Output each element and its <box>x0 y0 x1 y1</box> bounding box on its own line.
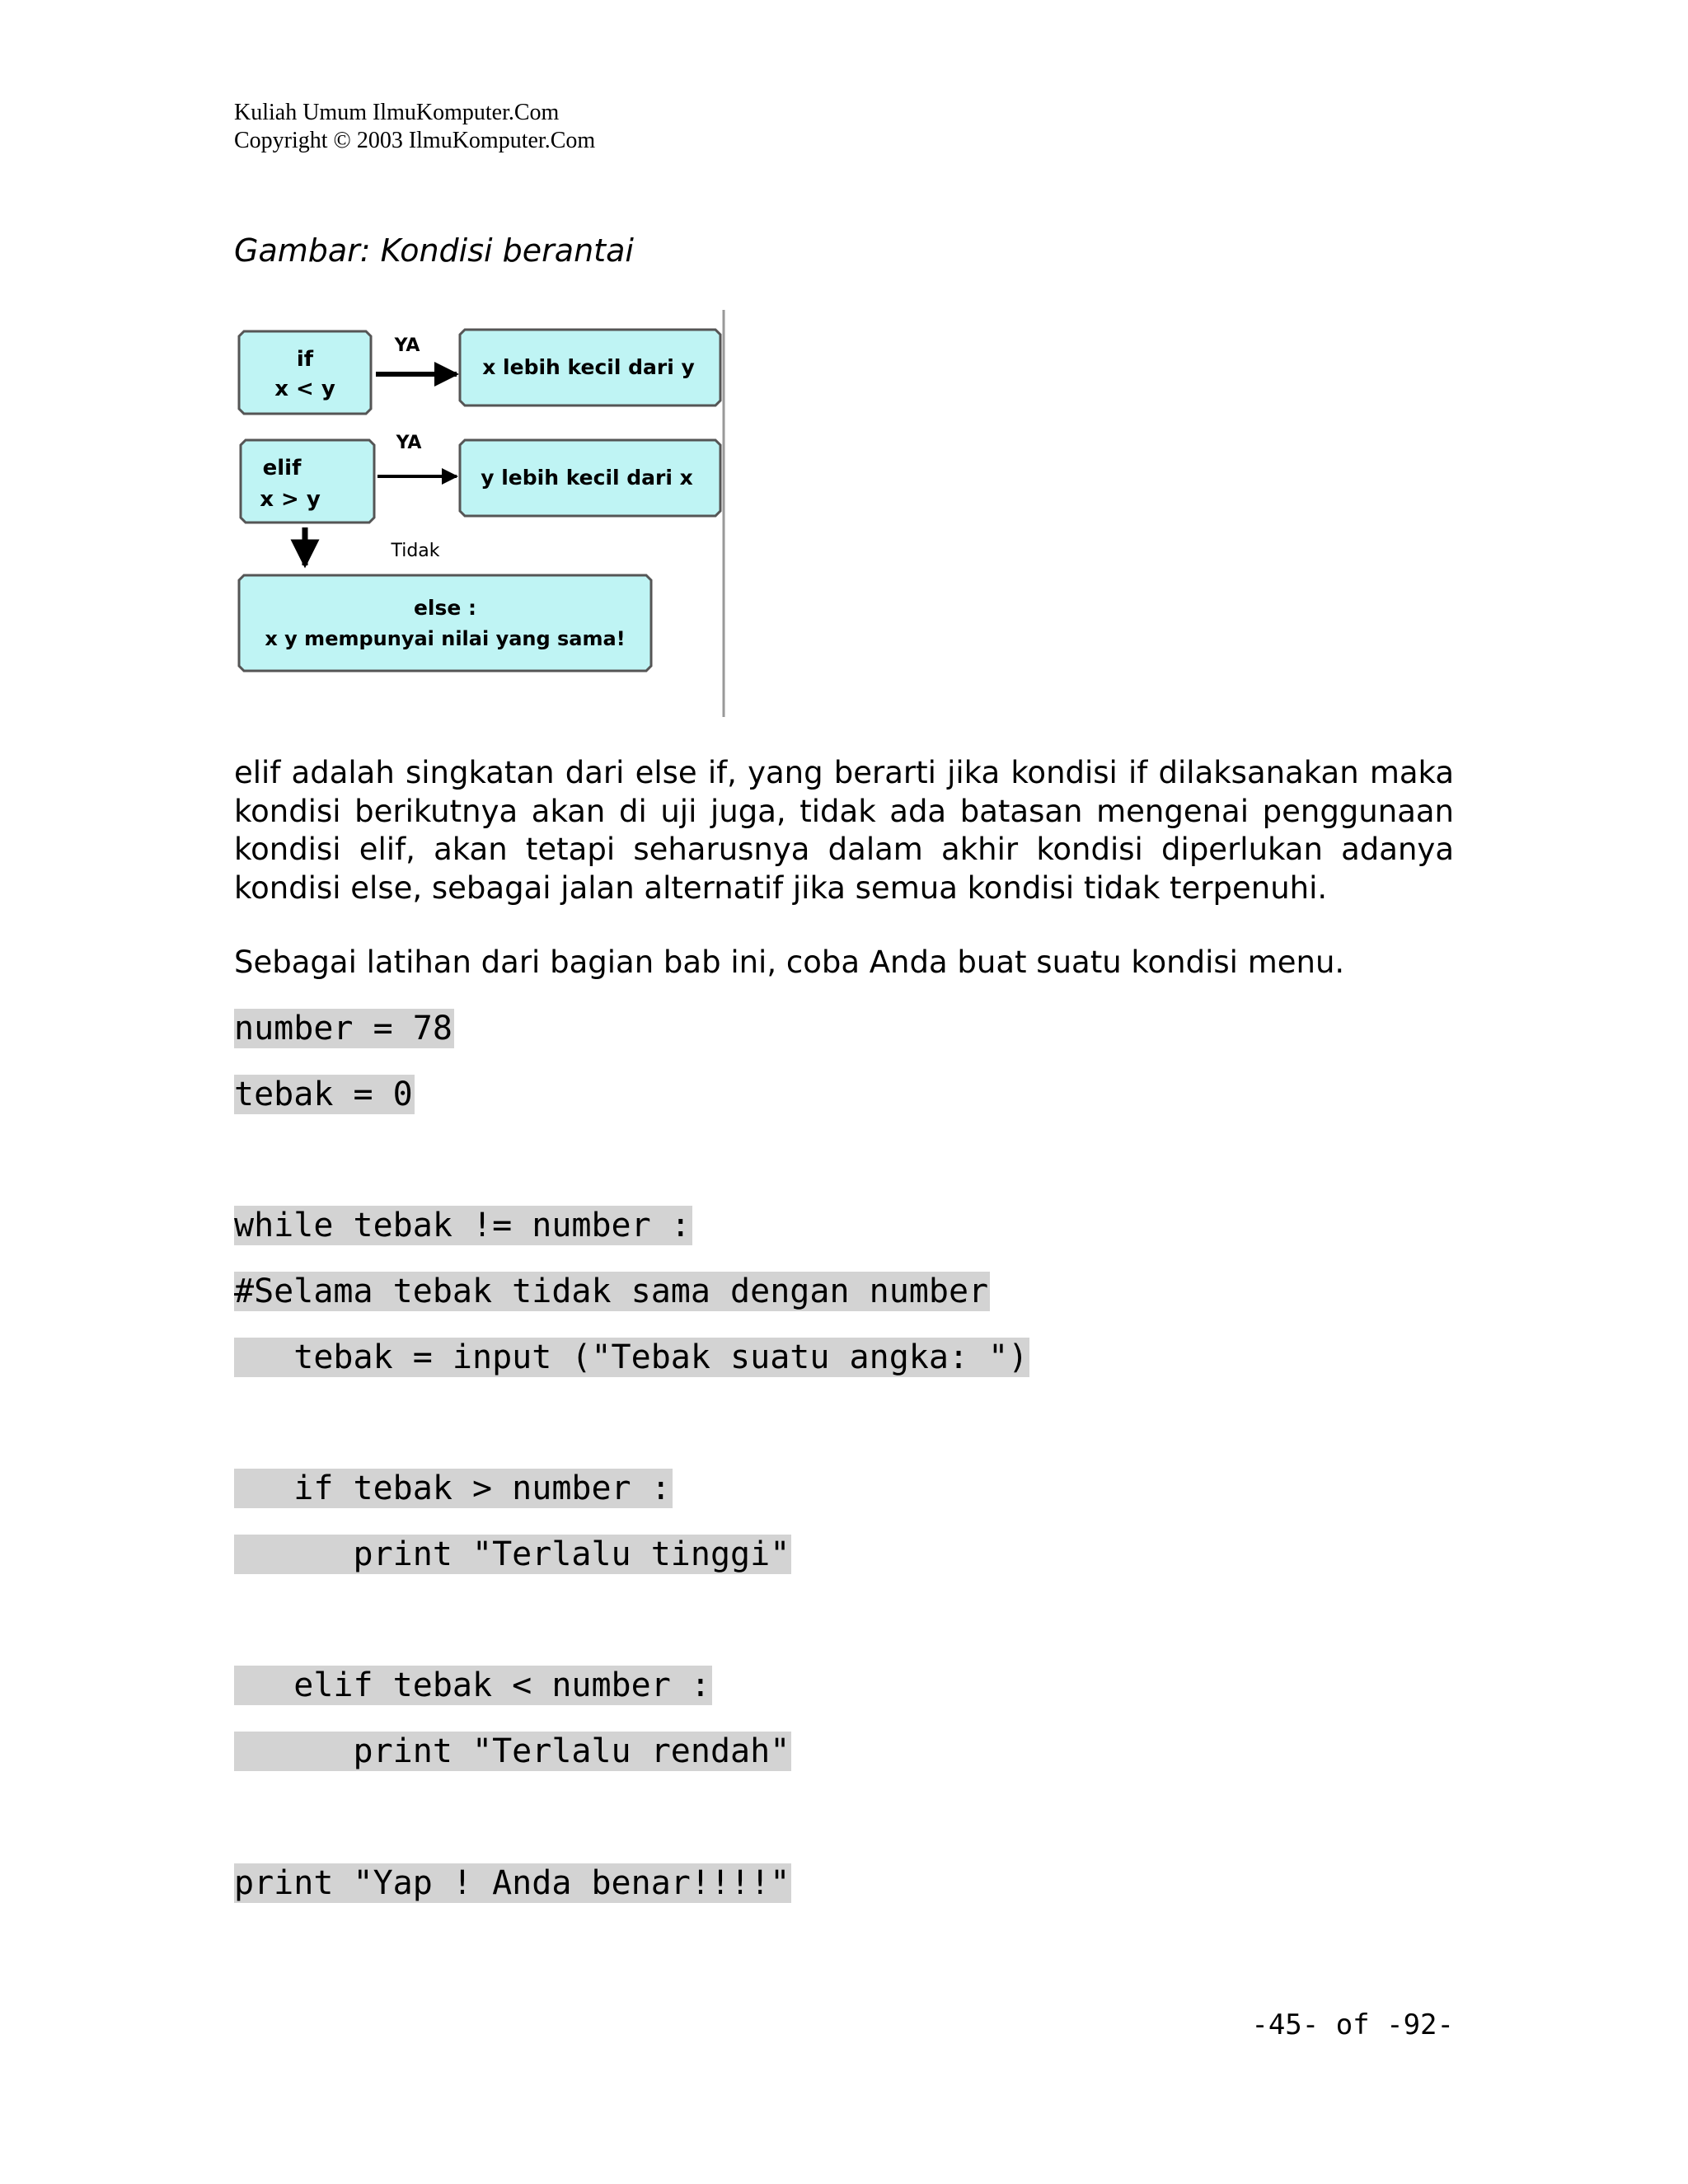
arrow-2-yes-label: YA <box>396 433 422 453</box>
body-paragraph-elif: elif adalah singkatan dari else if, yang berarti jika kondisi if dilaksanakan maka kondisi berikutnya akan di uji juga, tidak ada batasan mengenai penggunaan kondisi elif, akan tetapi seharusnya dalam akhir kondisi diperlukan adanya kondisi else, sebagai jalan alternatif jika semua kondisi tidak terpenuhi. <box>234 755 1454 906</box>
flowchart-diagram <box>234 307 737 719</box>
page-header <box>234 99 595 155</box>
code-line: print "Yap ! Anda benar!!!!" <box>234 1864 790 1902</box>
result-1-text: x lebih kecil dari y <box>482 355 695 379</box>
header-line-2: Copyright © 2003 IlmuKomputer.Com <box>234 128 596 153</box>
page-number: -45- of -92- <box>1251 2008 1454 2041</box>
code-line: tebak = input ("Tebak suatu angka: ") <box>234 1338 1029 1376</box>
code-line: #Selama tebak tidak sama dengan number <box>234 1272 989 1310</box>
code-line: if tebak > number : <box>234 1469 671 1507</box>
else-box-keyword: else : <box>413 596 477 620</box>
result-2-text: y lebih kecil dari x <box>481 466 693 490</box>
if-box-keyword: if <box>296 347 314 372</box>
elif-box-keyword: elif <box>262 456 302 480</box>
code-line: elif tebak < number : <box>234 1666 710 1704</box>
code-line: number = 78 <box>234 1010 452 1047</box>
elif-box-condition: x > y <box>260 487 321 512</box>
figure-caption: Gambar: Kondisi berantai <box>234 232 634 269</box>
no-branch-label: Tidak <box>391 541 440 561</box>
code-line: print "Terlalu rendah" <box>234 1732 790 1770</box>
arrow-1-yes-label: YA <box>394 335 420 356</box>
code-line: print "Terlalu tinggi" <box>234 1535 790 1573</box>
else-box <box>239 575 651 671</box>
header-line-1: Kuliah Umum IlmuKomputer.Com <box>234 100 560 125</box>
if-condition-box <box>239 331 371 414</box>
body-paragraph-exercise: Sebagai latihan dari bagian bab ini, coba Anda buat suatu kondisi menu. <box>234 944 1345 980</box>
if-box-condition: x < y <box>274 377 335 401</box>
code-line: while tebak != number : <box>234 1207 691 1244</box>
flowchart-figure <box>234 307 737 719</box>
code-line: tebak = 0 <box>234 1076 413 1113</box>
else-box-text: x y mempunyai nilai yang sama! <box>265 627 626 650</box>
